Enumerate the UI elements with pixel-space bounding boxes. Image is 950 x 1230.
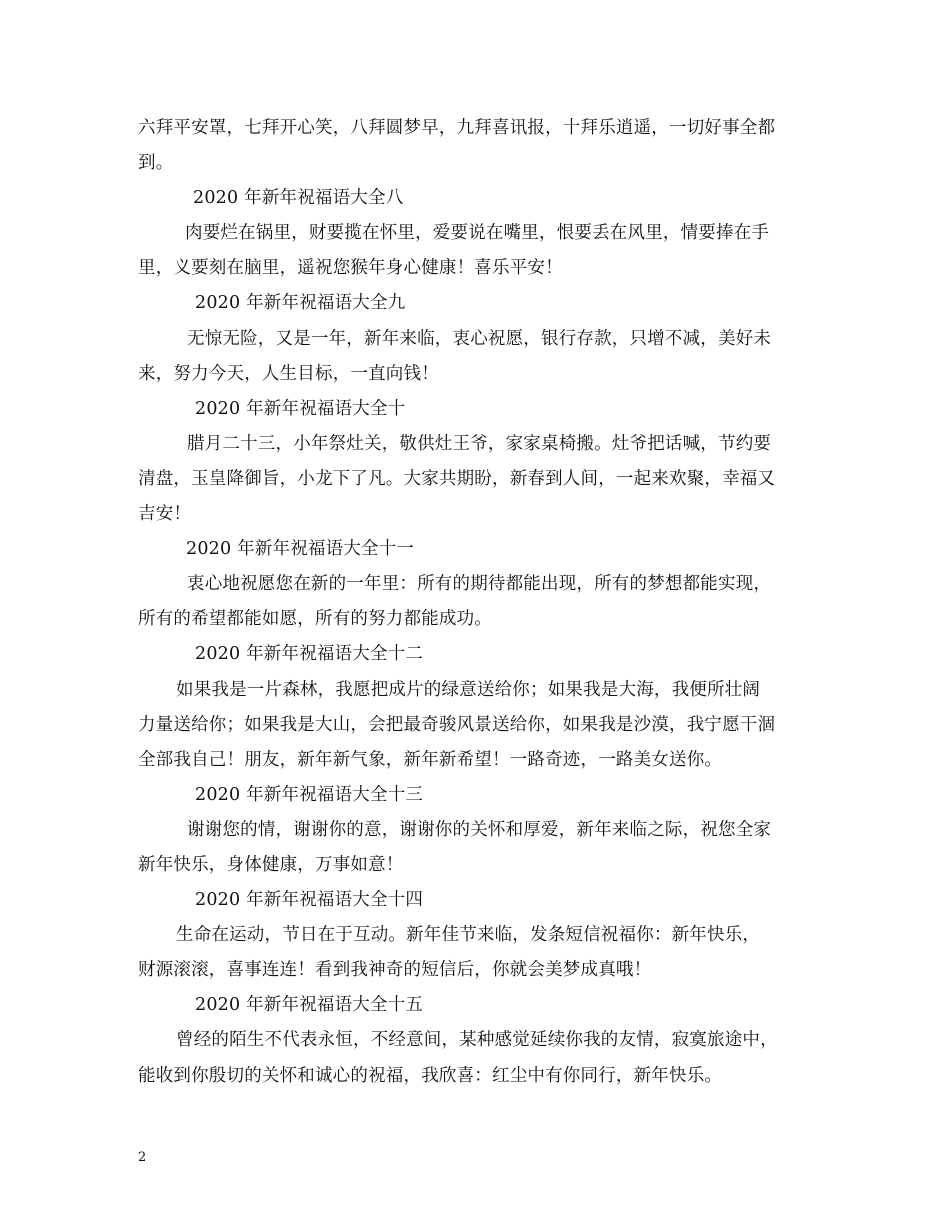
section-heading: 2020 年新年祝福语大全十: [195, 398, 406, 419]
paragraph-line: 曾经的陌生不代表永恒，不经意间，某种感觉延续你我的友情，寂寞旅途中，: [176, 1030, 778, 1051]
section-heading: 2020 年新年祝福语大全十四: [195, 890, 424, 911]
paragraph-line: 清盘，玉皇降御旨，小龙下了凡。大家共期盼，新春到人间，一起来欢聚，幸福又: [138, 468, 776, 489]
paragraph-line: 力量送给你；如果我是大山，会把最奇骏风景送给你，如果我是沙漠，我宁愿干涸: [138, 714, 776, 735]
section-heading: 2020 年新年祝福语大全十五: [195, 995, 424, 1016]
section-heading: 2020 年新年祝福语大全九: [195, 293, 406, 314]
paragraph-line: 衷心地祝愿您在新的一年里：所有的期待都能出现，所有的梦想都能实现，: [187, 574, 772, 595]
paragraph-line: 新年快乐，身体健康，万事如意！: [138, 854, 404, 875]
paragraph-line: 生命在运动，节日在于互动。新年佳节来临，发条短信祝福你：新年快乐，: [176, 925, 761, 946]
document-body: [138, 112, 828, 1095]
section-heading: 2020 年新年祝福语大全十三: [195, 784, 424, 805]
section-heading: 2020 年新年祝福语大全十一: [186, 539, 415, 560]
paragraph-line: 肉要烂在锅里，财要揽在怀里，爱要说在嘴里，恨要丢在风里，情要捧在手: [185, 223, 770, 244]
paragraph-line: 全部我自己！朋友，新年新气象，新年新希望！一路奇迹，一路美女送你。: [138, 749, 723, 770]
paragraph-line: 到。: [138, 153, 174, 174]
paragraph-line: 财源滚滚，喜事连连！看到我神奇的短信后，你就会美梦成真哦！: [138, 960, 652, 981]
paragraph-line: 腊月二十三，小年祭灶关，敬供灶王爷，家家桌椅搬。灶爷把话喊，节约要: [187, 433, 772, 454]
section-heading: 2020 年新年祝福语大全八: [193, 188, 404, 209]
paragraph-line: 如果我是一片森林，我愿把成片的绿意送给你；如果我是大海，我便所壮阔: [176, 679, 761, 700]
paragraph-line: 来，努力今天，人生目标，一直向钱！: [138, 363, 439, 384]
paragraph-line: 吉安！: [138, 504, 192, 525]
paragraph-line: 能收到你殷切的关怀和诚心的祝福，我欣喜：红尘中有你同行，新年快乐。: [138, 1065, 723, 1086]
paragraph-line: 六拜平安罩，七拜开心笑，八拜圆梦早，九拜喜讯报，十拜乐逍遥，一切好事全都: [138, 118, 776, 138]
paragraph-line: 所有的希望都能如愿，所有的努力都能成功。: [138, 609, 492, 630]
paragraph-line: 谢谢您的情，谢谢你的意，谢谢你的关怀和厚爱，新年来临之际，祝您全家: [187, 819, 772, 840]
paragraph-line: 里，义要刻在脑里，遥祝您猴年身心健康！喜乐平安！: [138, 258, 563, 279]
section-heading: 2020 年新年祝福语大全十二: [195, 644, 424, 665]
page-number: 2: [138, 1150, 147, 1165]
paragraph-line: 无惊无险，又是一年，新年来临，衷心祝愿，银行存款，只增不减，美好未: [187, 328, 772, 349]
